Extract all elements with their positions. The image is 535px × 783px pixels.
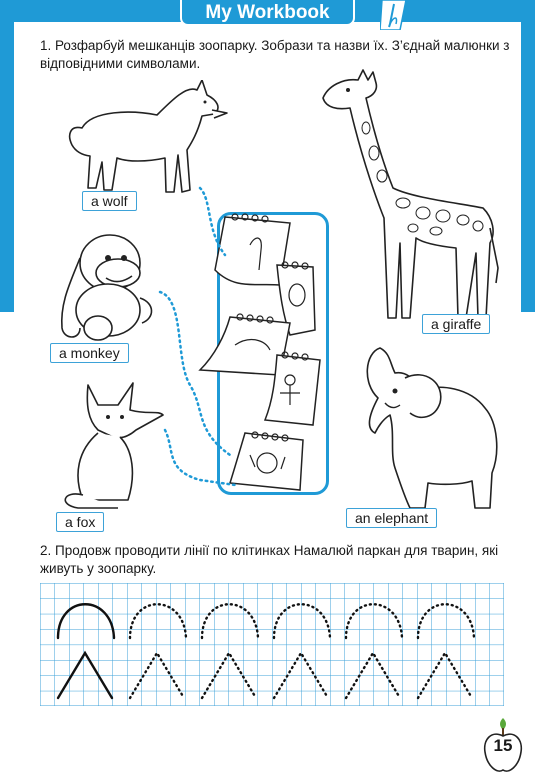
task-1-instruction: 1. Розфарбуй мешканців зоопарку. Зобрази та назви їх. З’єднай малюнки з відповідними символами.: [40, 38, 510, 71]
giraffe-label: a giraffe: [422, 314, 490, 334]
tracing-grid: [40, 583, 504, 706]
wolf-label: a wolf: [82, 191, 137, 211]
monkey-label: a monkey: [50, 343, 129, 363]
fox-label: a fox: [56, 512, 104, 532]
page-title: My Workbook: [180, 0, 355, 26]
elephant-label: an elephant: [346, 508, 437, 528]
page-number: 15: [493, 736, 513, 755]
task-2-instruction: 2. Продовж проводити лінії по клітинках Намалюй паркан для тварин, які живуть у зоопарку.: [40, 543, 499, 576]
